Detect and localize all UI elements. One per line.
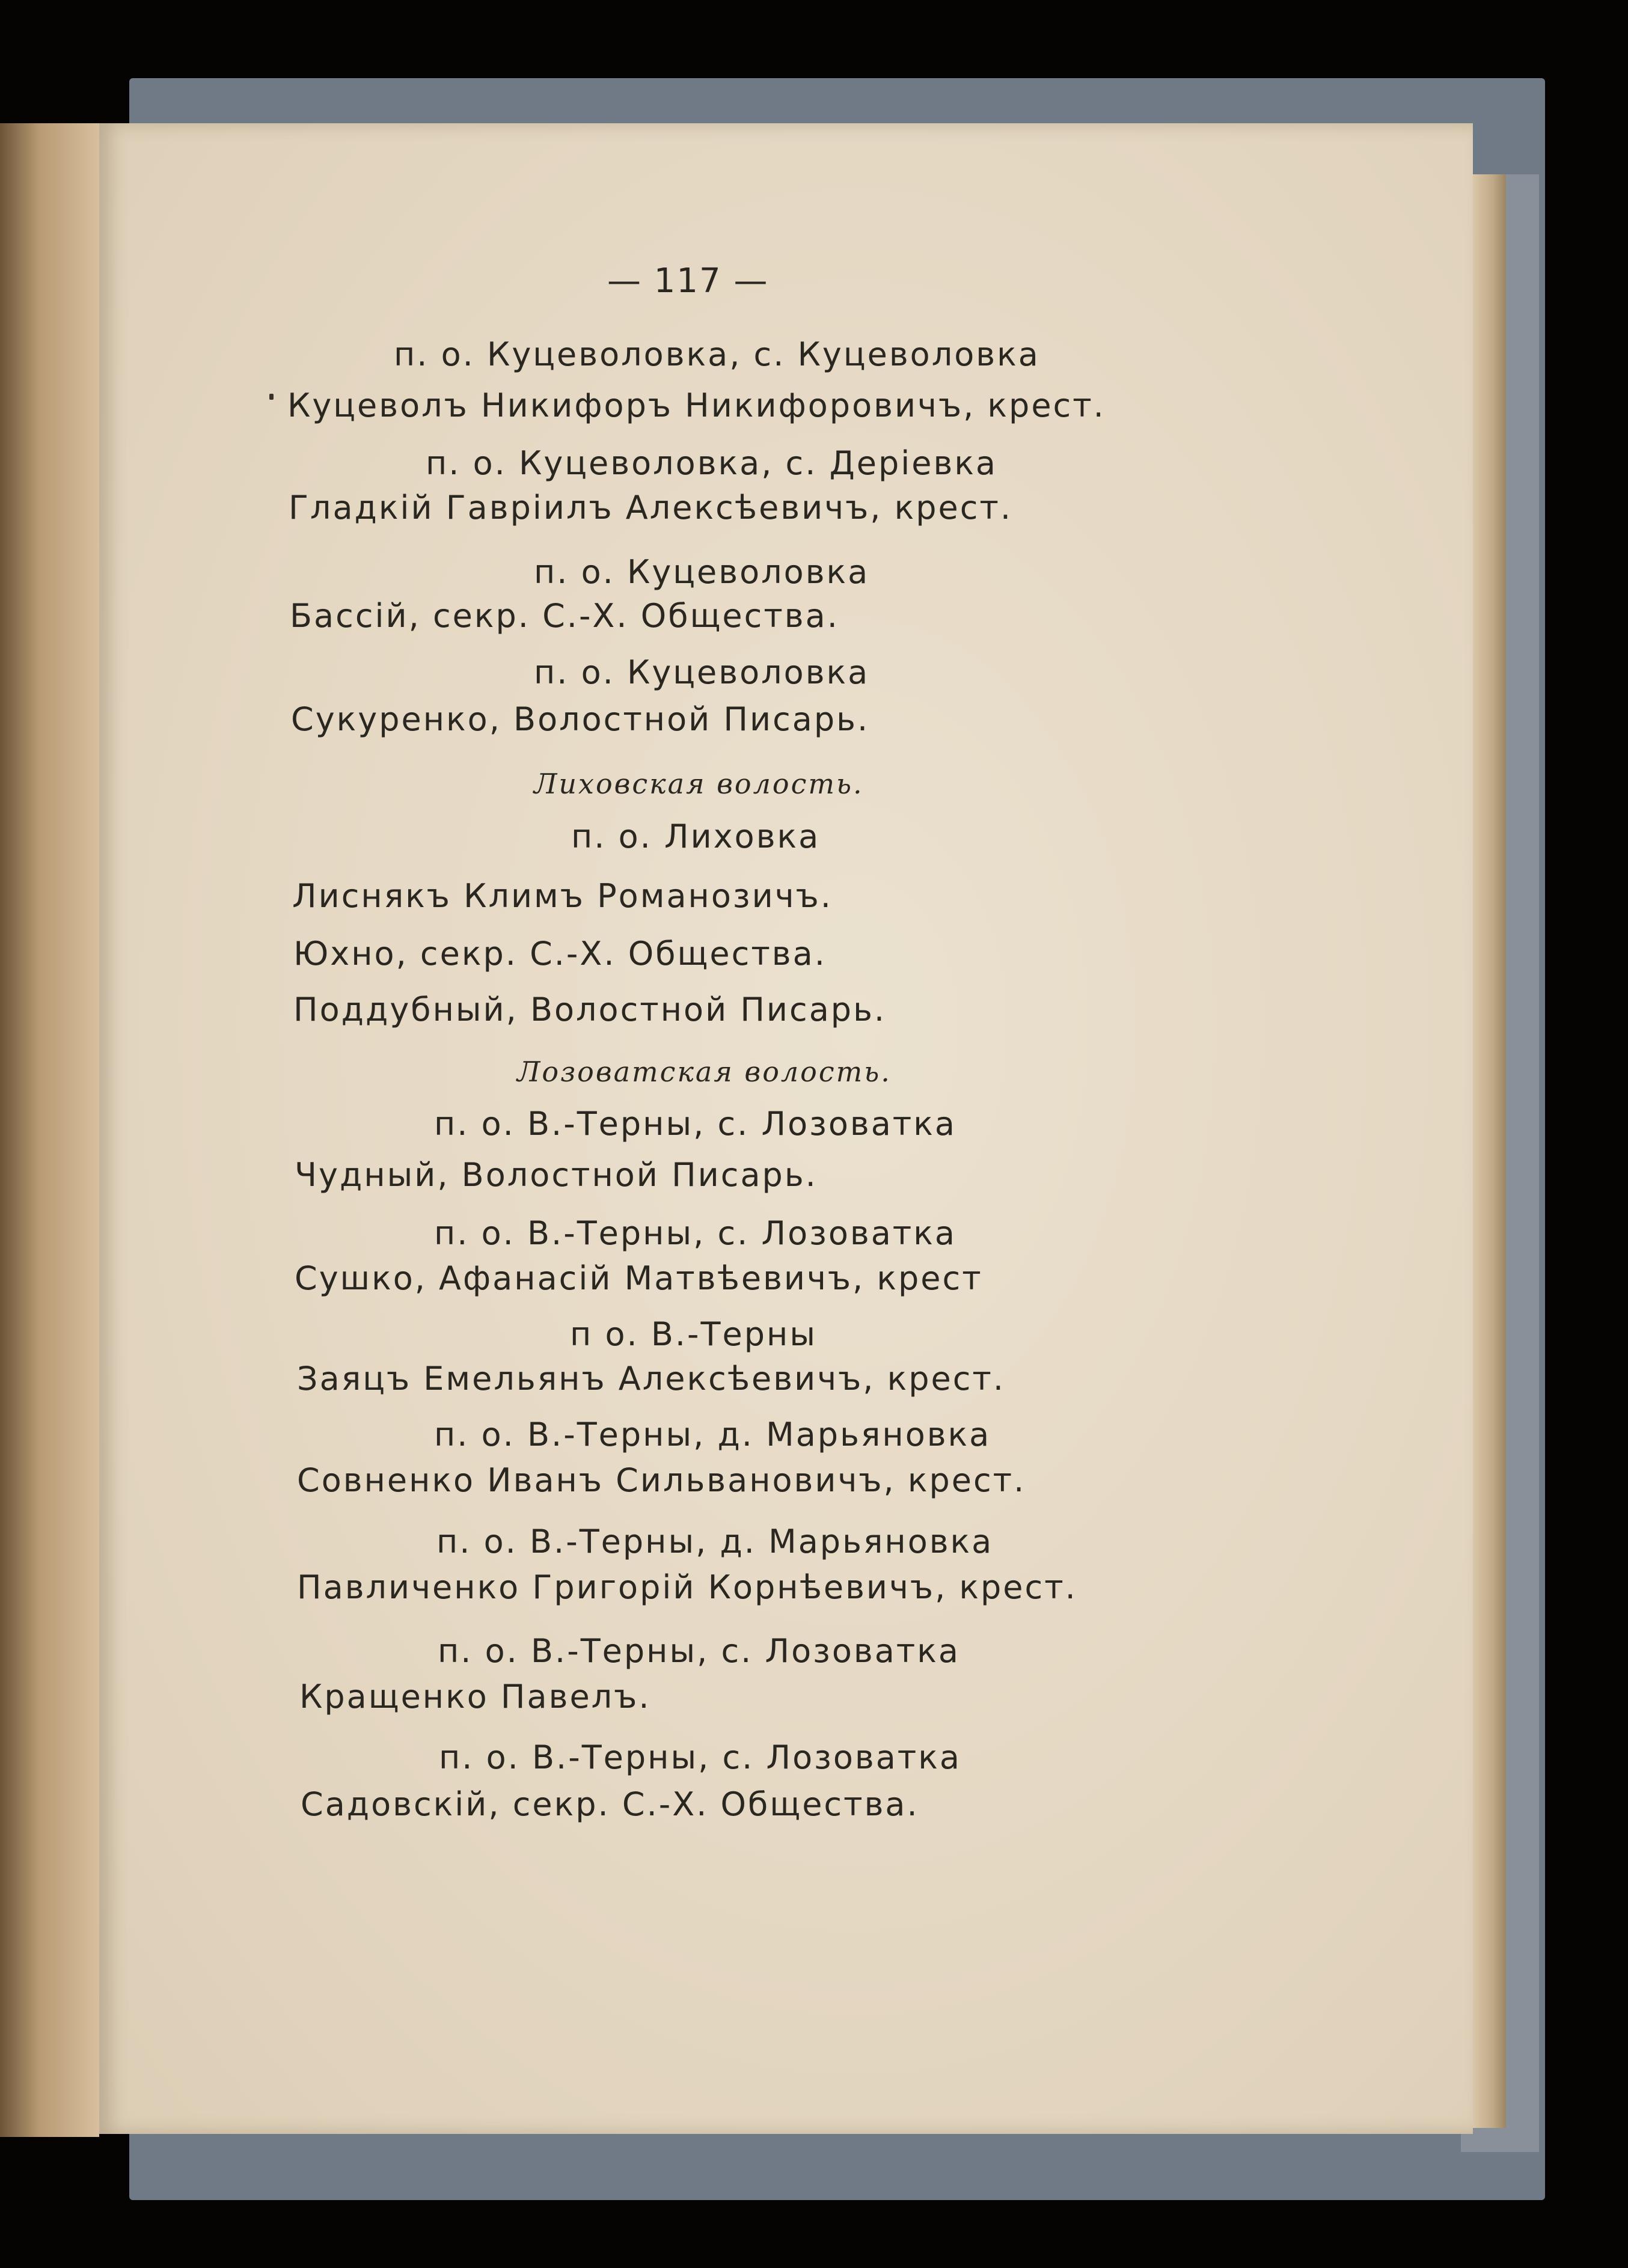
address-line: п о. В.-Терны [570, 1315, 817, 1353]
name-line: Садовскій, секр. С.-Х. Общества. [301, 1785, 919, 1823]
name-line: Куцеволъ Никифоръ Никифоровичъ, крест. [287, 387, 1106, 424]
name-line: Совненко Иванъ Сильвановичъ, крест. [297, 1461, 1026, 1499]
name-line: Поддубный, Волостной Писарь. [293, 991, 887, 1029]
name-line: Юхно, секр. С.-Х. Общества. [293, 935, 827, 973]
name-line: Гладкій Гавріилъ Алексѣевичъ, крест. [289, 489, 1013, 527]
address-line: п. о. В.-Терны, с. Лозоватка [438, 1632, 960, 1670]
left-page-edge [0, 123, 99, 2137]
name-line: Кращенко Павелъ. [299, 1678, 651, 1716]
name-line: Павличенко Григорій Корнѣевичъ, крест. [297, 1568, 1077, 1606]
name-line: Чудный, Волостной Писарь. [295, 1156, 818, 1194]
page-number: — 117 — [607, 261, 769, 301]
address-line: п. о. В.-Терны, с. Лозоватка [434, 1105, 956, 1143]
name-line: Заяцъ Емельянъ Алексѣевичъ, крест. [297, 1360, 1006, 1398]
address-line: п. о. Куцеволовка [534, 653, 870, 691]
address-line: п. о. Куцеволовка [534, 553, 870, 591]
address-line: п. о. В.-Терны, д. Марьяновка [436, 1523, 994, 1560]
address-line: п. о. В.-Терны, д. Марьяновка [434, 1416, 991, 1453]
name-line: Лиснякъ Климъ Романозичъ. [292, 877, 833, 915]
address-line: п. о. Куцеволовка, с. Куцеволовка [394, 335, 1040, 373]
ink-speck [269, 394, 274, 400]
name-line: Бассій, секр. С.-Х. Общества. [290, 597, 839, 635]
section-heading: Лозоватская волость. [517, 1056, 892, 1088]
section-heading: Лиховская волость. [534, 768, 864, 800]
address-line: п. о. Куцеволовка, с. Деріевка [426, 444, 998, 482]
name-line: Сушко, Афанасій Матвѣевичъ, крест [295, 1259, 983, 1297]
address-line: п. о. В.-Терны, с. Лозоватка [439, 1738, 961, 1776]
address-line: п. о. В.-Терны, с. Лозоватка [434, 1214, 956, 1252]
address-line: п. о. Лиховка [571, 818, 821, 855]
page-edges-stack [1473, 174, 1506, 2128]
name-line: Сукуренко, Волостной Писарь. [291, 700, 870, 738]
